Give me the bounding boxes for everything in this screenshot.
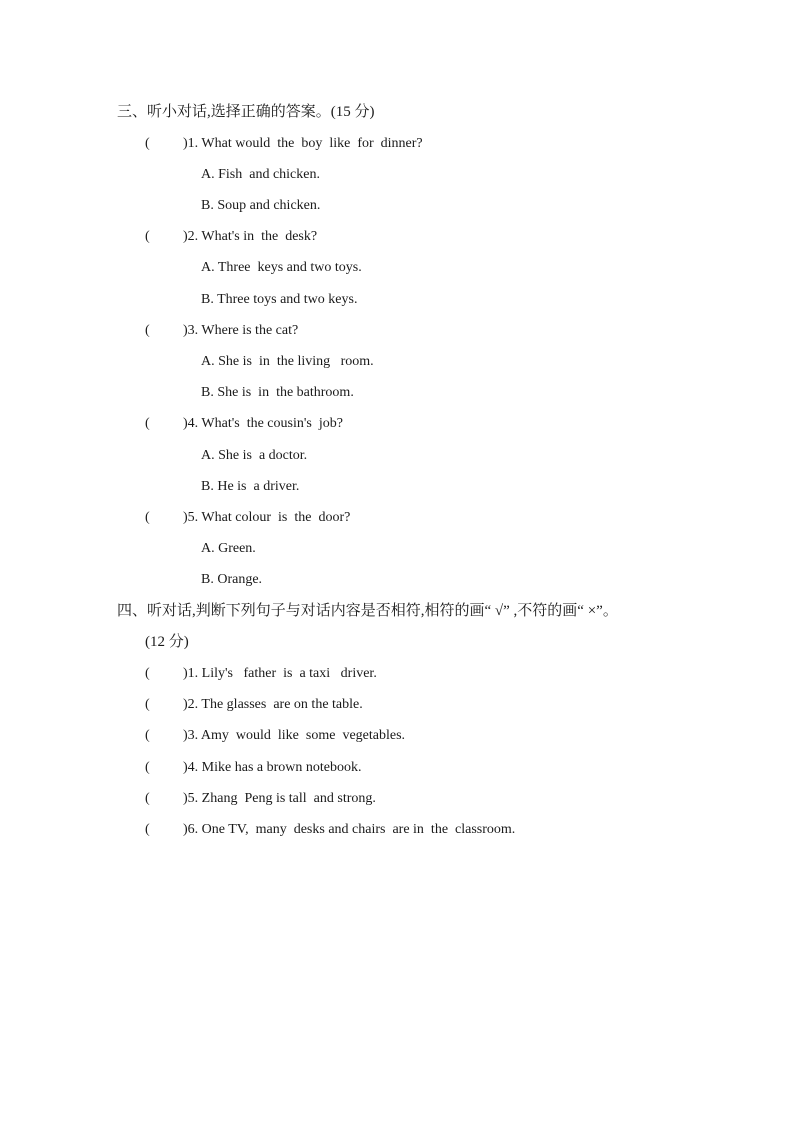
answer-blank-open[interactable]: (	[145, 791, 150, 806]
answer-blank-open[interactable]: (	[145, 728, 150, 743]
statement-text: 6. One TV, many desks and chairs are in the classroom.	[187, 822, 516, 837]
section3-question-5	[145, 509, 350, 527]
section4-statement-1	[145, 665, 377, 683]
section3-question-1	[145, 135, 423, 153]
section4-statement-5	[145, 790, 376, 808]
answer-blank-open[interactable]: (	[145, 666, 150, 681]
question-text: 3. Where is the cat?	[187, 323, 299, 338]
section3-q5-option-a: A. Green.	[201, 541, 256, 556]
answer-blank-open[interactable]: (	[145, 416, 150, 431]
section3-q2-option-a: A. Three keys and two toys.	[201, 260, 362, 275]
answer-blank-open[interactable]: (	[145, 822, 150, 837]
answer-blank-close: )	[183, 728, 188, 743]
answer-blank-close: )	[183, 791, 188, 806]
section3-q2-option-b: B. Three toys and two keys.	[201, 292, 358, 307]
answer-blank-close: )	[183, 323, 188, 338]
answer-blank-close: )	[183, 822, 188, 837]
section3-heading: 三、听小对话,选择正确的答案。(15 分)	[117, 104, 375, 120]
answer-blank-open[interactable]: (	[145, 323, 150, 338]
section4-points: (12 分)	[145, 634, 189, 650]
section3-question-4	[145, 415, 343, 433]
section3-q3-option-a: A. She is in the living room.	[201, 354, 374, 369]
answer-blank-close: )	[183, 760, 188, 775]
section3-q4-option-b: B. He is a driver.	[201, 479, 300, 494]
statement-text: 5. Zhang Peng is tall and strong.	[187, 791, 376, 806]
answer-blank-close: )	[183, 136, 188, 151]
question-text: 4. What's the cousin's job?	[187, 416, 343, 431]
question-text: 2. What's in the desk?	[187, 229, 318, 244]
answer-blank-open[interactable]: (	[145, 510, 150, 525]
section3-question-2	[145, 228, 317, 246]
answer-blank-open[interactable]: (	[145, 760, 150, 775]
section3-q1-option-b: B. Soup and chicken.	[201, 198, 321, 213]
section4-statement-2	[145, 696, 363, 714]
answer-blank-open[interactable]: (	[145, 136, 150, 151]
statement-text: 2. The glasses are on the table.	[187, 697, 363, 712]
statement-text: 4. Mike has a brown notebook.	[187, 760, 362, 775]
section4-statement-4	[145, 759, 361, 777]
question-text: 1. What would the boy like for dinner?	[187, 136, 423, 151]
section4-heading: 四、听对话,判断下列句子与对话内容是否相符,相符的画“ √” ,不符的画“ ×”。	[117, 603, 618, 619]
section4-statement-6	[145, 821, 515, 839]
question-text: 5. What colour is the door?	[187, 510, 351, 525]
statement-text: 1. Lily's father is a taxi driver.	[187, 666, 377, 681]
answer-blank-close: )	[183, 229, 188, 244]
answer-blank-open[interactable]: (	[145, 229, 150, 244]
section3-q1-option-a: A. Fish and chicken.	[201, 167, 320, 182]
section4-statement-3	[145, 727, 405, 745]
answer-blank-close: )	[183, 666, 188, 681]
answer-blank-close: )	[183, 510, 188, 525]
section3-q5-option-b: B. Orange.	[201, 572, 263, 587]
section3-q4-option-a: A. She is a doctor.	[201, 448, 308, 463]
statement-text: 3. Amy would like some vegetables.	[187, 728, 406, 743]
section3-question-3	[145, 322, 298, 340]
answer-blank-open[interactable]: (	[145, 697, 150, 712]
answer-blank-close: )	[183, 697, 188, 712]
answer-blank-close: )	[183, 416, 188, 431]
section3-q3-option-b: B. She is in the bathroom.	[201, 385, 354, 400]
